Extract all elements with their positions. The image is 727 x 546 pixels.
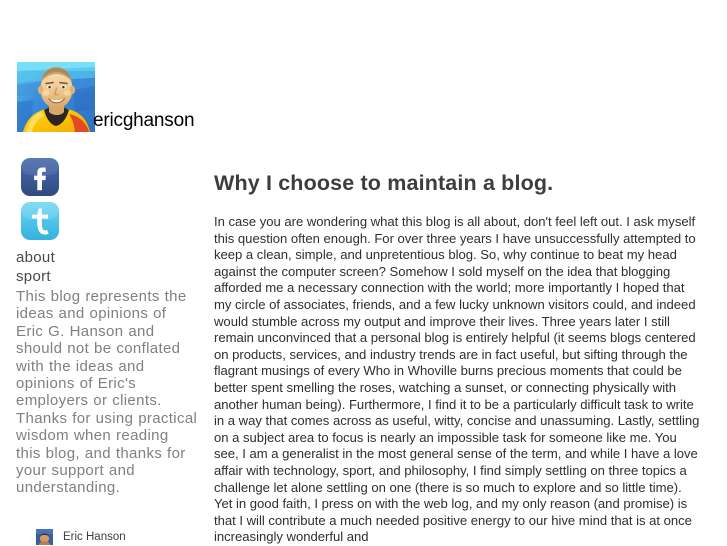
brand-name: ericghanson <box>93 110 195 131</box>
page-title: Why I choose to maintain a blog. <box>214 171 554 195</box>
avatar <box>17 62 95 132</box>
sidebar-nav <box>16 248 201 286</box>
author-row[interactable] <box>36 529 126 545</box>
sidebar <box>0 0 205 545</box>
sidebar-item-sport[interactable]: sport <box>16 268 51 285</box>
author-name: Eric Hanson <box>63 531 126 543</box>
sidebar-item-about[interactable]: about <box>16 249 56 266</box>
twitter-icon[interactable] <box>19 200 61 242</box>
sidebar-disclaimer: This blog represents the ideas and opinions of Eric G. Hanson and should not be conflated with the ideas and opinions of Eric's employers or clients. Thanks for using practical wisdom when reading this blog, and thanks for your support and understanding. <box>16 288 198 497</box>
post-body: In case you are wondering what this blog is all about, don't feel left out. I ask myself this question often enough. For over three years I have unsuccessfully attempted to keep a clean, simple, and unpretentious blog. So, why continue to beat my head against the computer screen? Somehow I sold myself on the idea that blogging afforded me a necessary connection with the world; more importantly I hoped that my circle of associates, friends, and a few lucky unknown visitors could, and indeed would stumble across my output and improve their lives. Three years later I still remain unconvinced that a personal blog is entirely helpful (it seems blogs centered on products, services, and industry trends are in fact useful, but sifting through the flagrant musings of every Who in Whoville burns precious moments that could be better spent smelling the roses, watching a sunset, or connecting physically with another human being). Furthermore, I find it to be a particularly difficult task to write in a way that comes across as useful, witty, concise and unassuming. Lastly, settling on a subject area to focus is nearly an impossible task for someone like me. You see, I am a generalist in the most general sense of the term, and while I have a love affair with technology, sport, and philosophy, I find simply settling on three topics a challenge let alone settling on one (there is so much to explore and so little time). Yet in good faith, I press on with the web log, and my only reason (and promise) is that I will contribute a much needed positive energy to our hive mind that is at once increasingly wonderful and <box>214 214 700 545</box>
facebook-icon[interactable] <box>19 156 61 198</box>
social-links <box>19 156 61 244</box>
site-brand[interactable] <box>17 62 194 132</box>
author-avatar <box>36 529 53 545</box>
